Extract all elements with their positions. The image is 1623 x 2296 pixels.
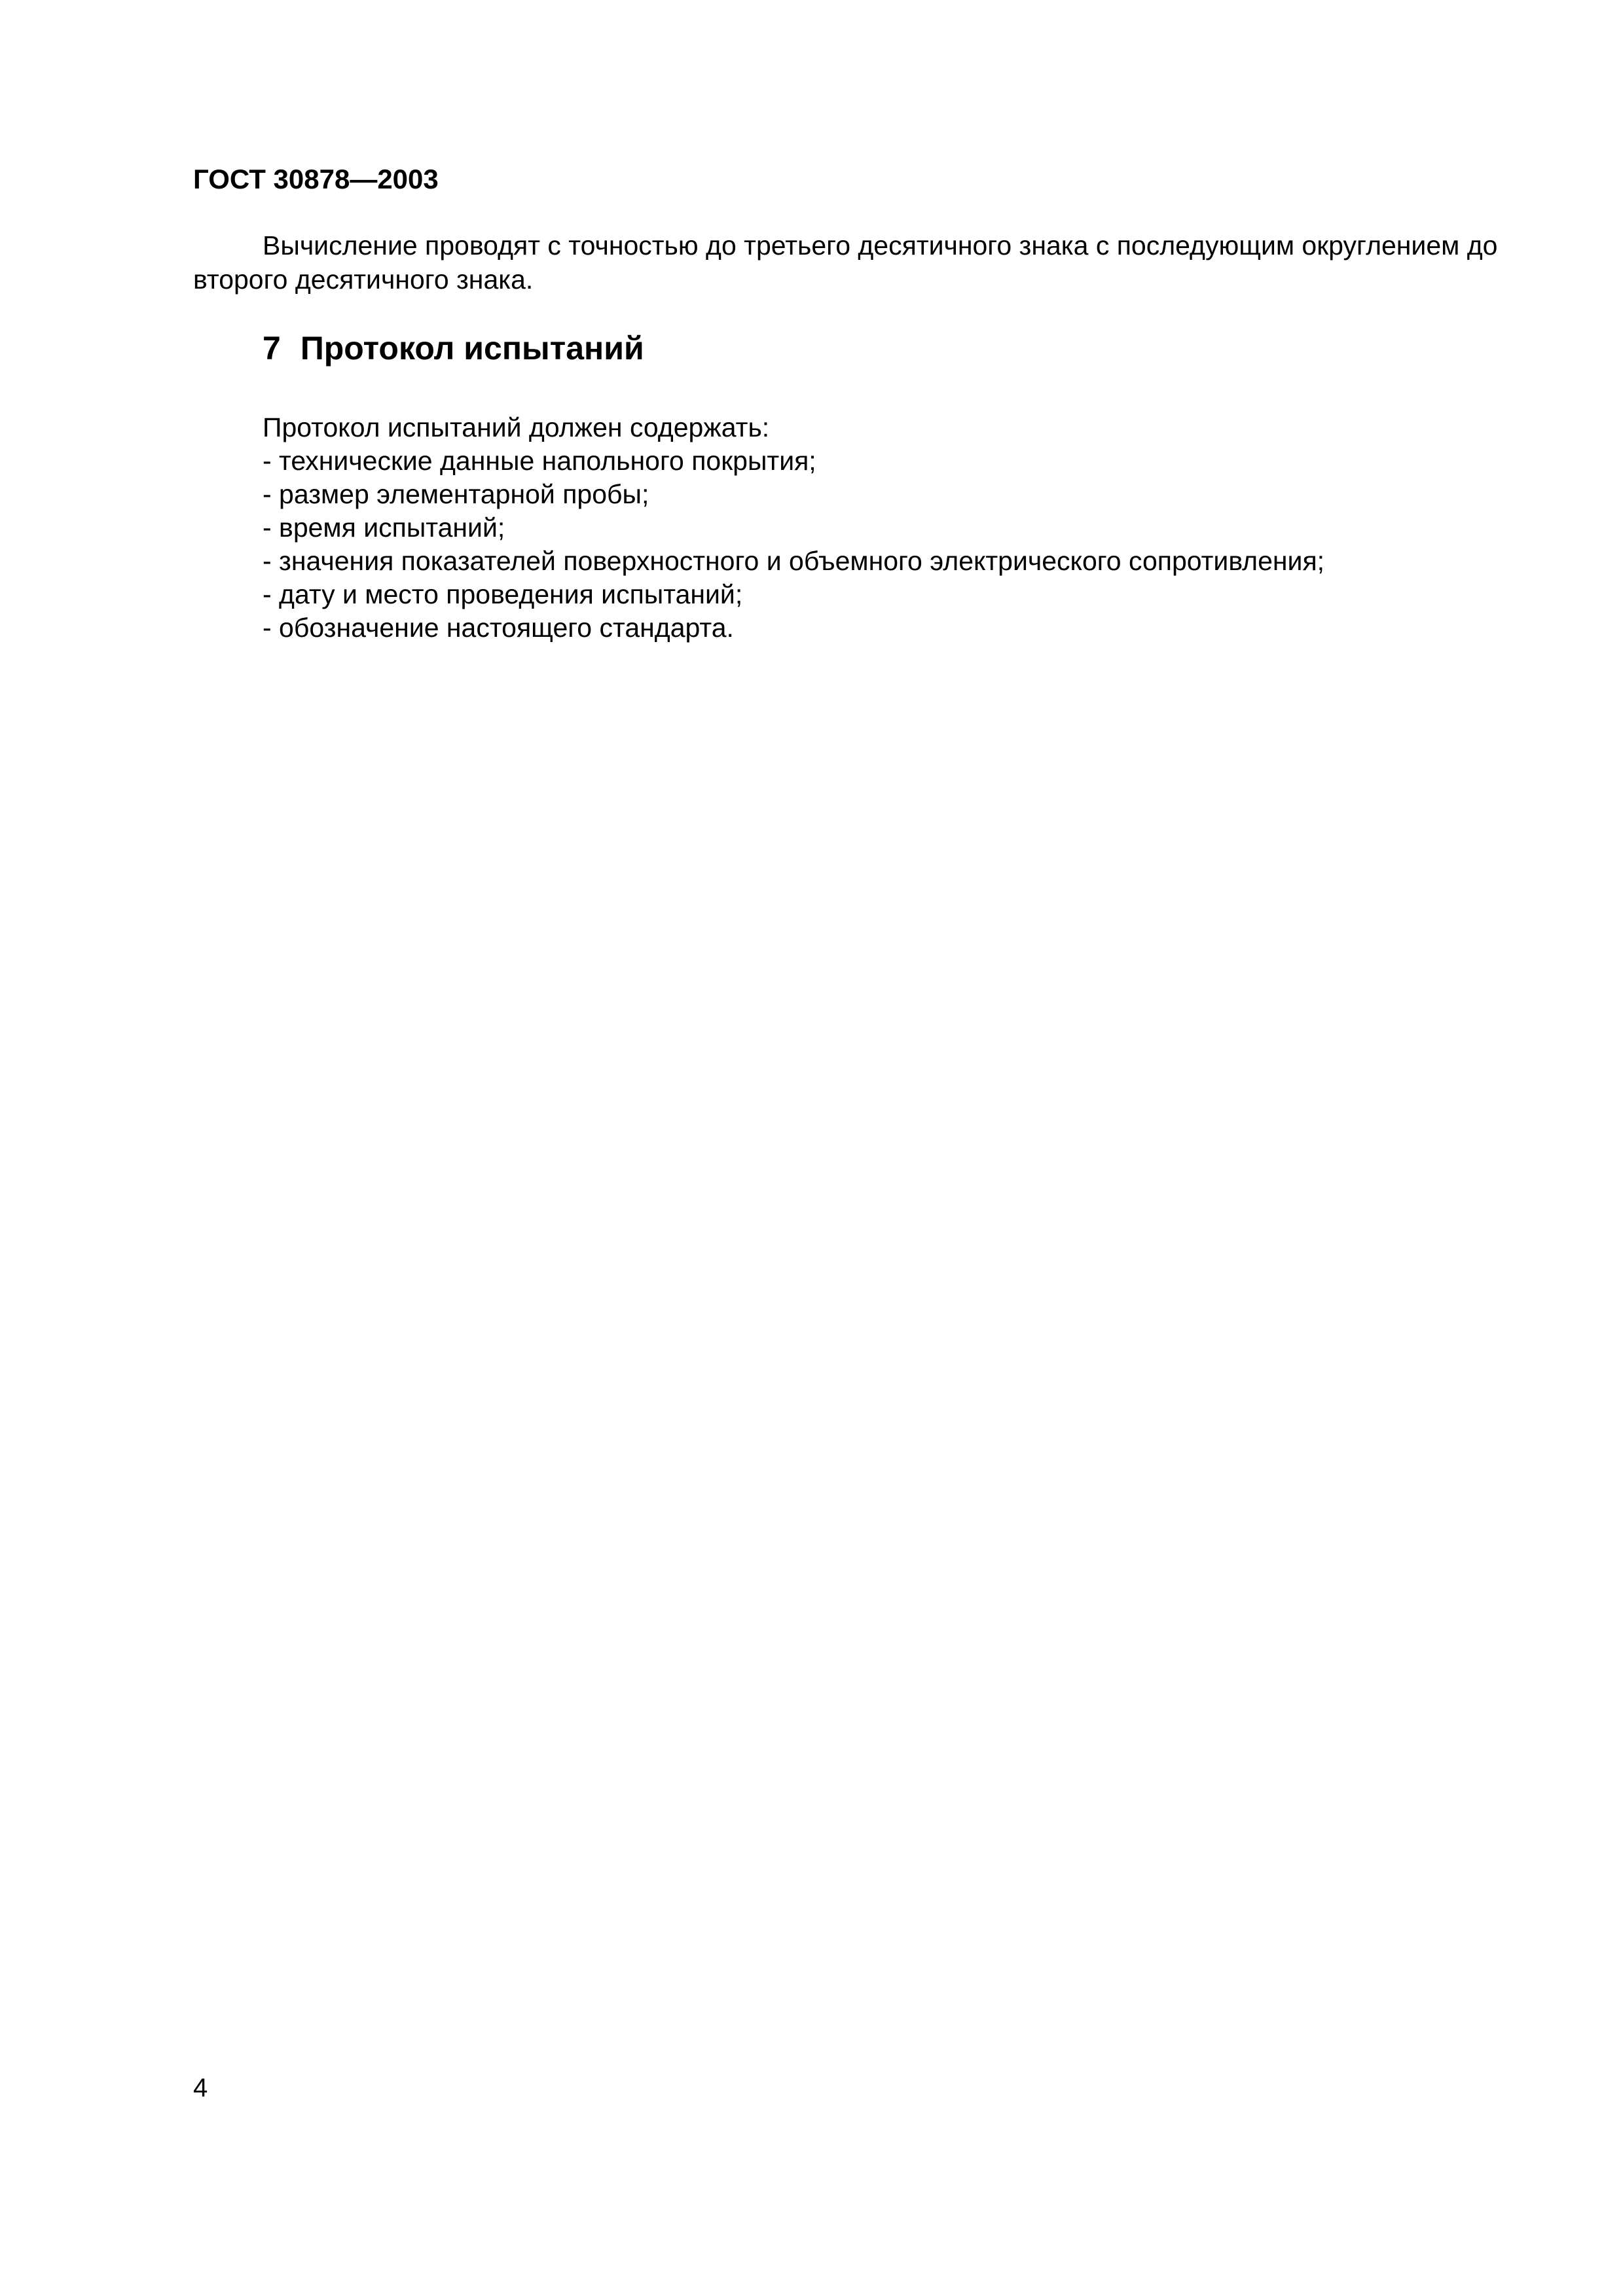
section-number: 7: [263, 330, 281, 367]
section-title: Протокол испытаний: [300, 330, 644, 367]
page-number: 4: [193, 2073, 208, 2102]
section-heading: [263, 329, 644, 368]
protocol-intro: Протокол испытаний должен содержать:: [263, 412, 770, 442]
list-item: - технические данные напольного покрытия;: [263, 446, 816, 476]
list-item: - размер элементарной пробы;: [263, 479, 649, 509]
list-item: - время испытаний;: [263, 512, 505, 543]
list-item: - дату и место проведения испытаний;: [263, 579, 743, 609]
calculation-paragraph: Вычисление проводят с точностью до третьего десятичного знака с последующим округлением до второго десятичного знака.: [193, 230, 1498, 295]
list-item: - обозначение настоящего стандарта.: [263, 613, 734, 643]
protocol-items-list: [263, 444, 1324, 645]
document-code-header: ГОСТ 30878—2003: [193, 164, 439, 194]
list-item: - значения показателей поверхностного и объемного электрического сопротивления;: [263, 546, 1325, 576]
protocol-requirements: [263, 411, 1324, 645]
